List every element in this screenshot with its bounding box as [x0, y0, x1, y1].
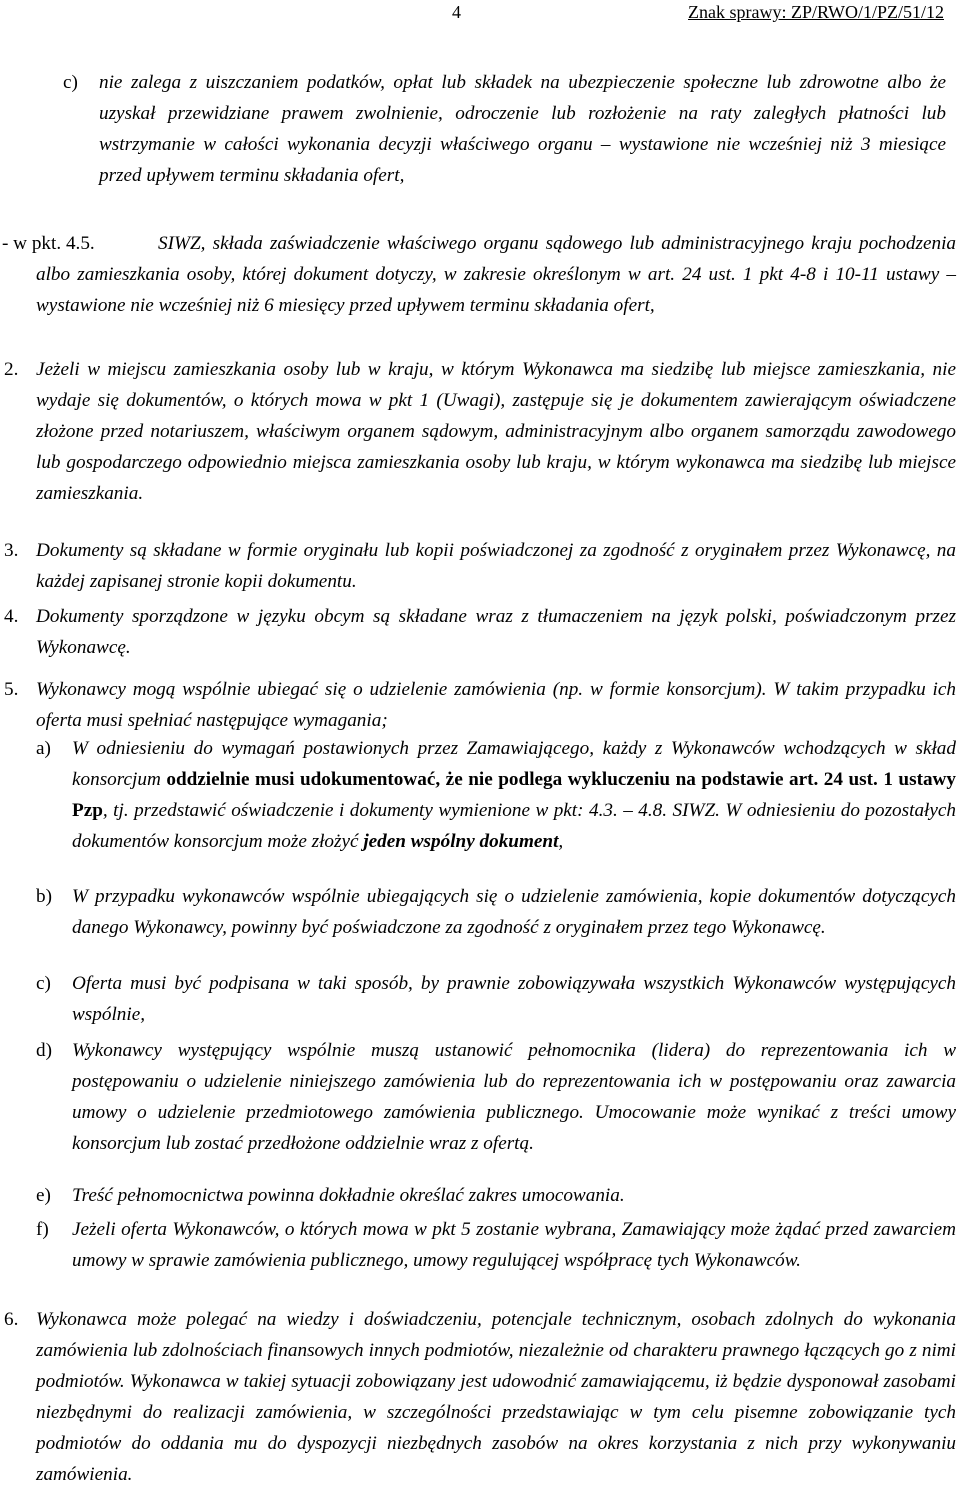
page-number: 4 [452, 2, 461, 22]
subitem-text: Wykonawcy występujący wspólnie muszą ustanowić pełnomocnika (lidera) do reprezentowania ich w postępowaniu o udzielenie niniejszego zamówienia lub do reprezentowania ich w postępowaniu oraz zawarcia umowy o udzielenie przedmiotowego zamówienia publicznego. Umocowanie może wynikać z treści umowy konsorcjum lub zostać przedłożone oddzielnie wraz z ofertą. [72, 1040, 956, 1154]
paragraph-number: 6. [4, 1309, 19, 1330]
item-text: nie zalega z uiszczaniem podatków, opłat lub składek na ubezpieczenie społeczne lub zdrowotne albo że uzyskał przewidziane prawem zwolnienie, odroczenie lub rozłożenie na raty zaległych płatności lub wstrzymanie w całości wykonania decyzji właściwego organu – wystawione nie wcześniej niż 3 miesiące przed upływem terminu składania ofert, [99, 72, 946, 186]
paragraph-number: 3. [4, 540, 19, 561]
item-label: c) [63, 72, 78, 93]
paragraph-number: 4. [4, 606, 19, 627]
item-text: SIWZ, składa zaświadczenie właściwego organu sądowego lub administracyjnego kraju pochodzenia albo zamieszkania osoby, której dokument dotyczy, w zakresie określonym w art. 24 ust. 1 pkt 4-8 i 10-11 ustawy – wystawione nie wcześniej niż 6 miesięcy przed upływem terminu składania ofert, [36, 233, 956, 316]
paragraph-text: Wykonawca może polegać na wiedzy i doświadczeniu, potencjale technicznym, osobach zdolnych do wykonania zamówienia lub zdolnościach finansowych innych podmiotów, niezależnie od charakteru prawnego łączących go z nimi podmiotów. Wykonawca w takiej sytuacji zobowiązany jest udowodnić zamawiającemu, iż będzie dysponował zasobami niezbędnymi do realizacji zamówienia, w szczególności przedstawiając w tym celu pisemne zobowiązanie tych podmiotów do oddania mu do dyspozycji niezbędnych zasobów na okres korzystania z nich przy wykonywaniu zamówienia. [36, 1309, 956, 1485]
subitem-text: Jeżeli oferta Wykonawców, o których mowa w pkt 5 zostanie wybrana, Zamawiający może żądać przed zawarciem umowy w sprawie zamówienia publicznego, umowy regulującej współpracę tych Wykonawców. [72, 1219, 956, 1271]
item-label: - w pkt. 4.5. [2, 233, 95, 254]
paragraph-text: Wykonawcy mogą wspólnie ubiegać się o udzielenie zamówienia (np. w formie konsorcjum). W takim przypadku ich oferta musi spełniać następujące wymagania; [36, 679, 956, 731]
subitem-text: W przypadku wykonawców wspólnie ubiegających się o udzielenie zamówienia, kopie dokumentów dotyczących danego Wykonawcy, powinny być poświadczone za zgodność z oryginałem przez tego Wykonawcę. [72, 886, 956, 938]
subitem-label: b) [36, 886, 52, 907]
subitem-bold-text: jeden wspólny dokument [363, 831, 559, 852]
paragraph-text: Dokumenty sporządzone w języku obcym są składane wraz z tłumaczeniem na język polski, poświadczonym przez Wykonawcę. [36, 606, 956, 658]
subitem-text: Oferta musi być podpisana w taki sposób, by prawnie zobowiązywała wszystkich Wykonawców występujących wspólnie, [72, 973, 956, 1025]
subitem-label: f) [36, 1219, 49, 1240]
subitem-text-part: , tj. przedstawić oświadczenie i dokumenty wymienione w pkt: 4.3. – 4.8. SIWZ. W odniesieniu do pozostałych dokumentów konsorcjum może złożyć [72, 800, 956, 852]
subitem-text-part: W odniesieniu do wymagań postawionych przez Zamawiającego, każdy z Wykonawców wchodzących w skład konsorcjum [72, 738, 956, 790]
subitem-text: Treść pełnomocnictwa powinna dokładnie określać zakres umocowania. [72, 1185, 625, 1206]
subitem-label: a) [36, 738, 51, 759]
subitem-text-part: , [558, 831, 564, 852]
subitem-bold-text: oddzielnie musi udokumentować, że nie podlega wykluczeniu na podstawie art. 24 ust. 1 ustawy Pzp [72, 769, 956, 821]
subitem-label: e) [36, 1185, 51, 1206]
paragraph-number: 5. [4, 679, 19, 700]
paragraph-number: 2. [4, 359, 19, 380]
paragraph-text: Jeżeli w miejscu zamieszkania osoby lub w kraju, w którym Wykonawca ma siedzibę lub miejsce zamieszkania, nie wydaje się dokumentów, o których mowa w pkt 1 (Uwagi), zastępuje się je dokumentem zawierającym oświadczene złożone przed notariuszem, właściwym organem sądowym, administracyjnym albo organem samorządu zawodowego lub gospodarczego odpowiednio miejsca zamieszkania osoby lub kraju, w którym wykonawca ma siedzibę lub miejsce zamieszkania. [36, 359, 956, 504]
subitem-label: d) [36, 1040, 52, 1061]
case-reference: Znak sprawy: ZP/RWO/1/PZ/51/12 [688, 2, 944, 22]
paragraph-text: Dokumenty są składane w formie oryginału lub kopii poświadczonej za zgodność z oryginałem przez Wykonawcę, na każdej zapisanej stronie kopii dokumentu. [36, 540, 956, 592]
subitem-text [72, 733, 956, 857]
subitem-label: c) [36, 973, 51, 994]
